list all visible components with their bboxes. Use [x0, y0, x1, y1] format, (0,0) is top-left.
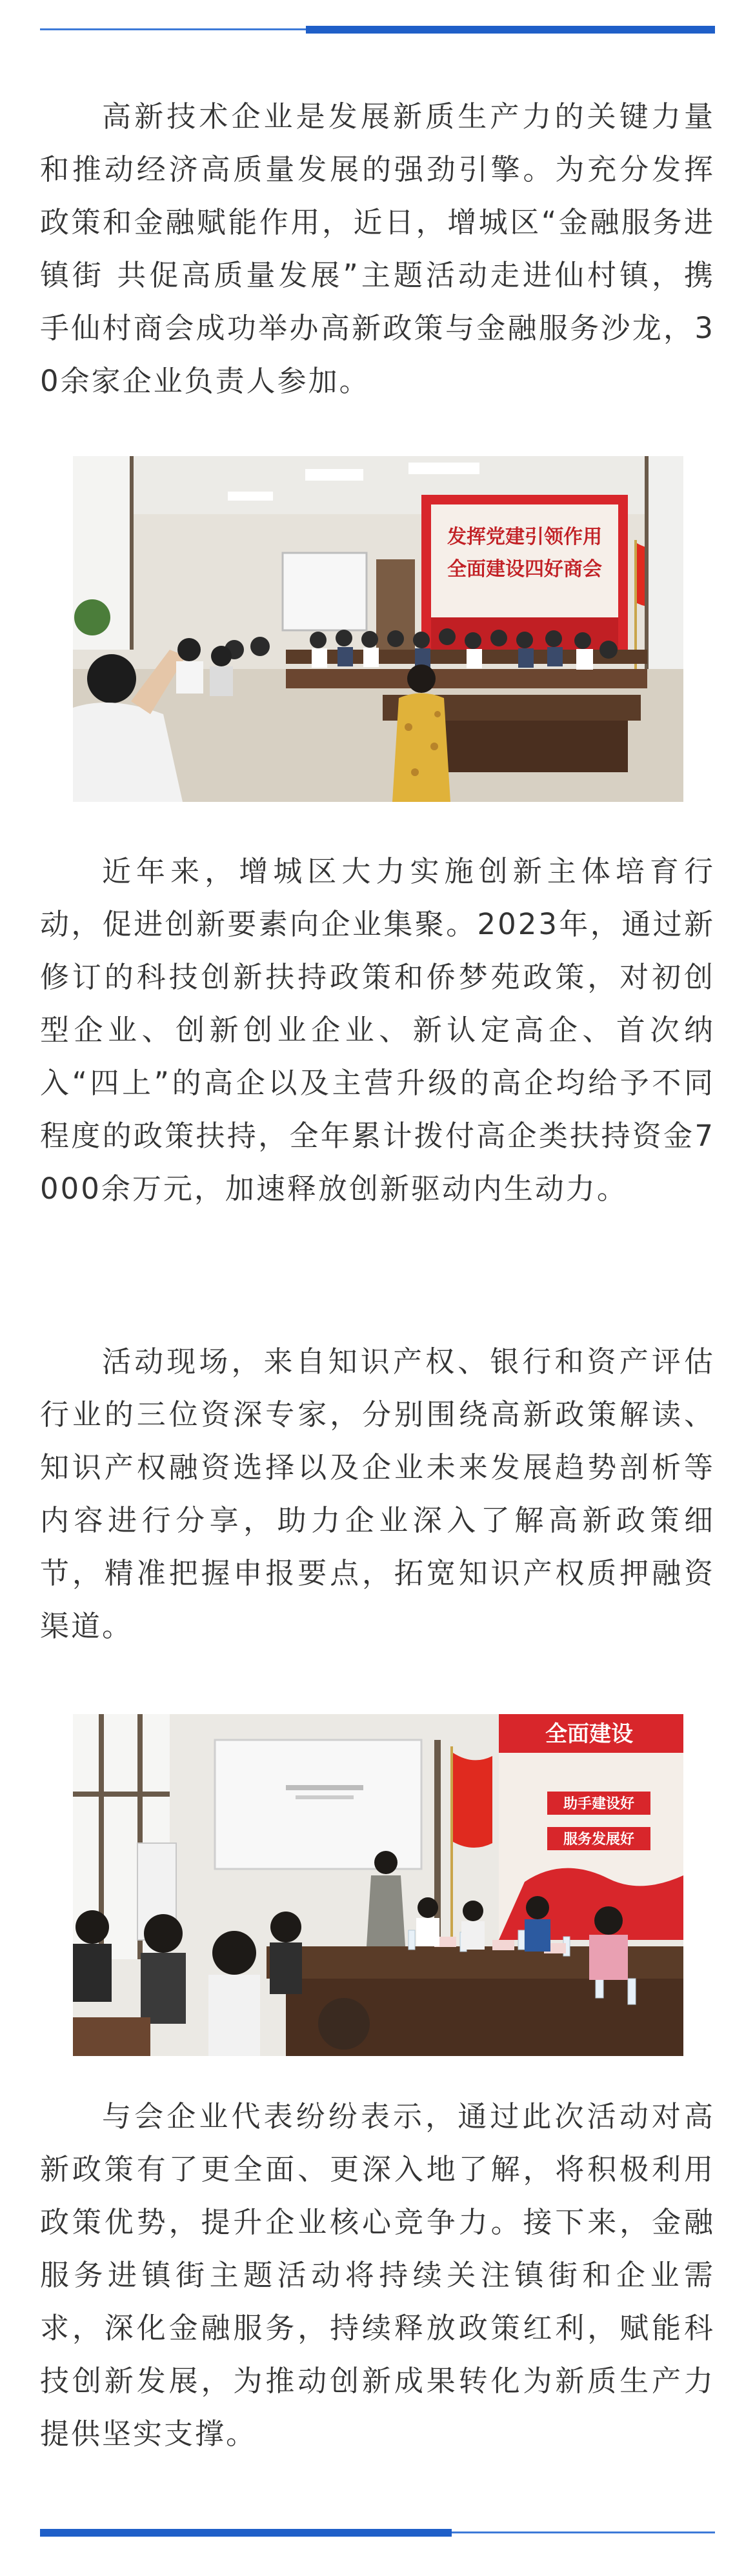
paragraph-policy-support: 近年来，增城区大力实施创新主体培育行动，促进创新要素向企业集聚。2023年，通过新修订的科技创新扶持政策和侨梦苑政策，对初创型企业、创新创业企业、新认定高企、首次纳入“四上”的高企以及主营升级的高企均给予不同程度的政策扶持，全年累计拨付高企类扶持资金7000余万元，加速释放创新驱动内生动力。 — [40, 854, 715, 1206]
banner-line-2: 全面建设四好商会 — [447, 558, 602, 581]
banner-line-1: 发挥党建引领作用 — [447, 526, 602, 548]
photo-speaker-presentation-illustration — [73, 1714, 683, 2056]
paragraph-expert-sharing: 活动现场，来自知识产权、银行和资产评估行业的三位资深专家，分别围绕高新政策解读、知识产权融资选择以及企业未来发展趋势剖析等内容进行分享，助力企业深入了解高新政策细节，精准把握申报要点，拓宽知识产权质押融资渠道。 — [40, 1344, 715, 1643]
paragraph-intro: 高新技术企业是发展新质生产力的关键力量和推动经济高质量发展的强劲引擎。为充分发挥政策和金融赋能作用，近日，增城区“金融服务进镇街 共促高质量发展”主题活动走进仙村镇，携手仙村商会成功举办高新政策与金融服务沙龙，30余家企业负责人参加。 — [40, 99, 715, 398]
photo-salon-audience — [73, 456, 683, 802]
photo-speaker-presentation — [73, 1714, 683, 2056]
top-divider — [40, 26, 715, 34]
bottom-divider-thick-bar — [40, 2529, 452, 2537]
photo-salon-audience-illustration — [73, 456, 683, 802]
banner-top: 全面建设 — [545, 1721, 633, 1747]
paragraph-outlook: 与会企业代表纷纷表示，通过此次活动对高新政策有了更全面、更深入地了解，将积极利用政策优势，提升企业核心竞争力。接下来，金融服务进镇街主题活动将持续关注镇街和企业需求，深化金融服务，持续释放政策红利，赋能科技创新发展，为推动创新成果转化为新质生产力提供坚实支撑。 — [40, 2099, 715, 2451]
bottom-divider — [40, 2529, 715, 2537]
top-divider-thick-bar — [306, 26, 715, 34]
sign-2: 服务发展好 — [563, 1831, 635, 1848]
sign-1: 助手建设好 — [563, 1795, 635, 1812]
